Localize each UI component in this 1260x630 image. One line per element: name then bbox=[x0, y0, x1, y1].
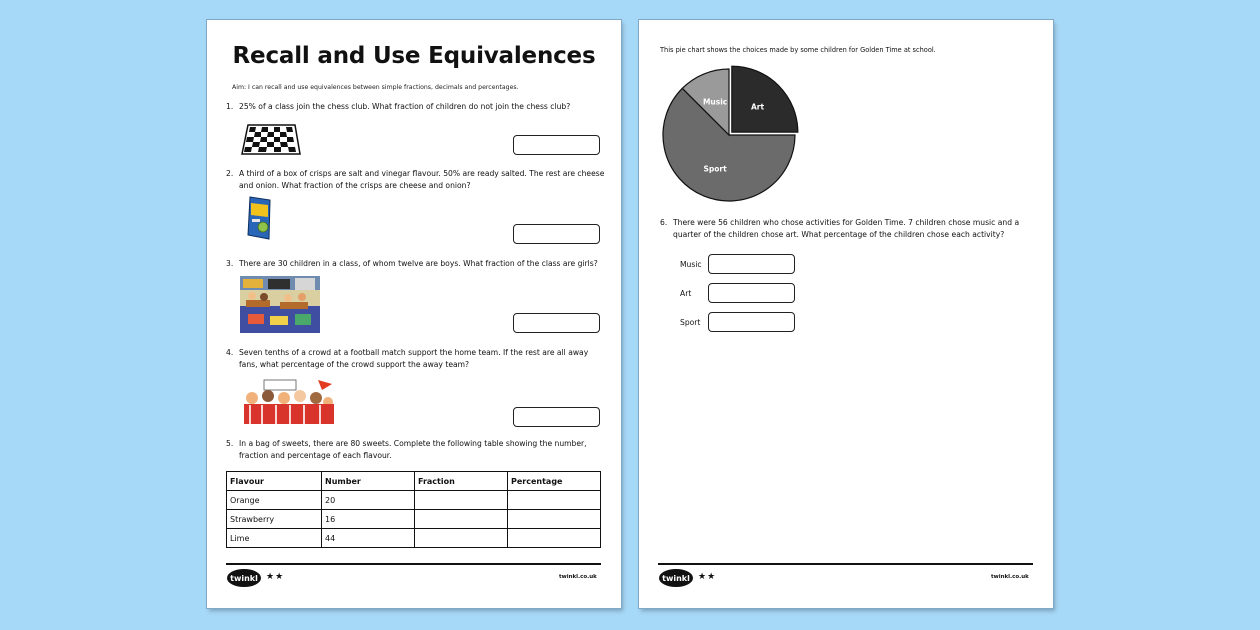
flavour-cell: Orange bbox=[227, 491, 322, 510]
table-row bbox=[227, 529, 601, 548]
answer-box-q1[interactable] bbox=[513, 135, 600, 155]
question-text: Seven tenths of a crowd at a football match support the home team. If the rest are all away fans, what percentage of the crowd support the away team? bbox=[239, 348, 589, 369]
number-cell: 16 bbox=[322, 510, 415, 529]
activity-label-sport: Sport bbox=[680, 318, 701, 327]
classroom-illustration bbox=[240, 276, 320, 333]
twinkl-logo bbox=[226, 568, 262, 588]
brand-text: twinkl bbox=[662, 574, 690, 583]
question-text: There are 30 children in a class, of whom twelve are boys. What fraction of the class are girls? bbox=[239, 259, 598, 268]
table-row bbox=[227, 491, 601, 510]
column-header: Fraction bbox=[415, 472, 508, 491]
difficulty-stars: ★★ bbox=[266, 572, 285, 582]
footer-divider bbox=[658, 563, 1033, 565]
website-text: twinkl.co.uk bbox=[991, 574, 1029, 580]
fraction-cell[interactable] bbox=[415, 529, 508, 548]
question-text: In a bag of sweets, there are 80 sweets. Complete the following table showing the number, fraction and percentage of each flavour. bbox=[239, 439, 587, 460]
question-5 bbox=[226, 438, 606, 462]
worksheet-page-2 bbox=[639, 20, 1053, 608]
question-text: A third of a box of crisps are salt and vinegar flavour. 50% are ready salted. The rest are cheese and onion. What fraction of the crisps are cheese and onion? bbox=[239, 169, 605, 190]
answer-box-q3[interactable] bbox=[513, 313, 600, 333]
football-crowd-illustration bbox=[242, 378, 335, 424]
question-4 bbox=[226, 347, 606, 371]
pie-chart-intro: This pie chart shows the choices made by some children for Golden Time at school. bbox=[660, 46, 936, 54]
percentage-cell[interactable] bbox=[508, 529, 601, 548]
difficulty-stars: ★★ bbox=[698, 572, 717, 582]
column-header: Percentage bbox=[508, 472, 601, 491]
percentage-cell[interactable] bbox=[508, 510, 601, 529]
activity-label-art: Art bbox=[680, 289, 692, 298]
question-2 bbox=[226, 168, 606, 192]
question-number: 4. bbox=[226, 348, 234, 357]
number-cell: 20 bbox=[322, 491, 415, 510]
percentage-cell[interactable] bbox=[508, 491, 601, 510]
sweets-table bbox=[226, 471, 601, 548]
brand-text: twinkl bbox=[230, 574, 258, 583]
question-number: 2. bbox=[226, 169, 234, 178]
chessboard-illustration bbox=[240, 124, 301, 155]
column-header: Number bbox=[322, 472, 415, 491]
question-6 bbox=[660, 217, 1045, 241]
fraction-cell[interactable] bbox=[415, 491, 508, 510]
activity-label-music: Music bbox=[680, 260, 702, 269]
answer-box-sport[interactable] bbox=[708, 312, 795, 332]
question-number: 3. bbox=[226, 259, 234, 268]
question-number: 5. bbox=[226, 439, 234, 448]
crisps-packet-illustration bbox=[244, 195, 276, 243]
aim-text: Aim: I can recall and use equivalences between simple fractions, decimals and percentages. bbox=[232, 84, 519, 91]
table-row bbox=[227, 510, 601, 529]
question-1 bbox=[226, 101, 606, 113]
answer-box-q4[interactable] bbox=[513, 407, 600, 427]
column-header: Flavour bbox=[227, 472, 322, 491]
question-number: 6. bbox=[660, 218, 668, 227]
answer-box-art[interactable] bbox=[708, 283, 795, 303]
pie-slice-art bbox=[732, 66, 798, 132]
footer-divider bbox=[226, 563, 601, 565]
pie-label-art: Art bbox=[750, 102, 765, 112]
number-cell: 44 bbox=[322, 529, 415, 548]
question-3 bbox=[226, 258, 606, 270]
question-text: There were 56 children who chose activities for Golden Time. 7 children chose music and a quarter of the children chose art. What percentage of the children chose each activity? bbox=[673, 218, 1020, 239]
worksheet-page-1 bbox=[207, 20, 621, 608]
table-header-row bbox=[227, 472, 601, 491]
pie-label-music: Music bbox=[702, 97, 728, 107]
answer-box-music[interactable] bbox=[708, 254, 795, 274]
golden-time-pie-chart bbox=[661, 60, 806, 205]
twinkl-logo bbox=[658, 568, 694, 588]
page-title: Recall and Use Equivalences bbox=[232, 43, 596, 69]
fraction-cell[interactable] bbox=[415, 510, 508, 529]
pie-label-sport: Sport bbox=[703, 164, 727, 174]
website-text: twinkl.co.uk bbox=[559, 574, 597, 580]
flavour-cell: Strawberry bbox=[227, 510, 322, 529]
question-number: 1. bbox=[226, 102, 234, 111]
flavour-cell: Lime bbox=[227, 529, 322, 548]
answer-box-q2[interactable] bbox=[513, 224, 600, 244]
question-text: 25% of a class join the chess club. What fraction of children do not join the chess club? bbox=[239, 102, 571, 111]
